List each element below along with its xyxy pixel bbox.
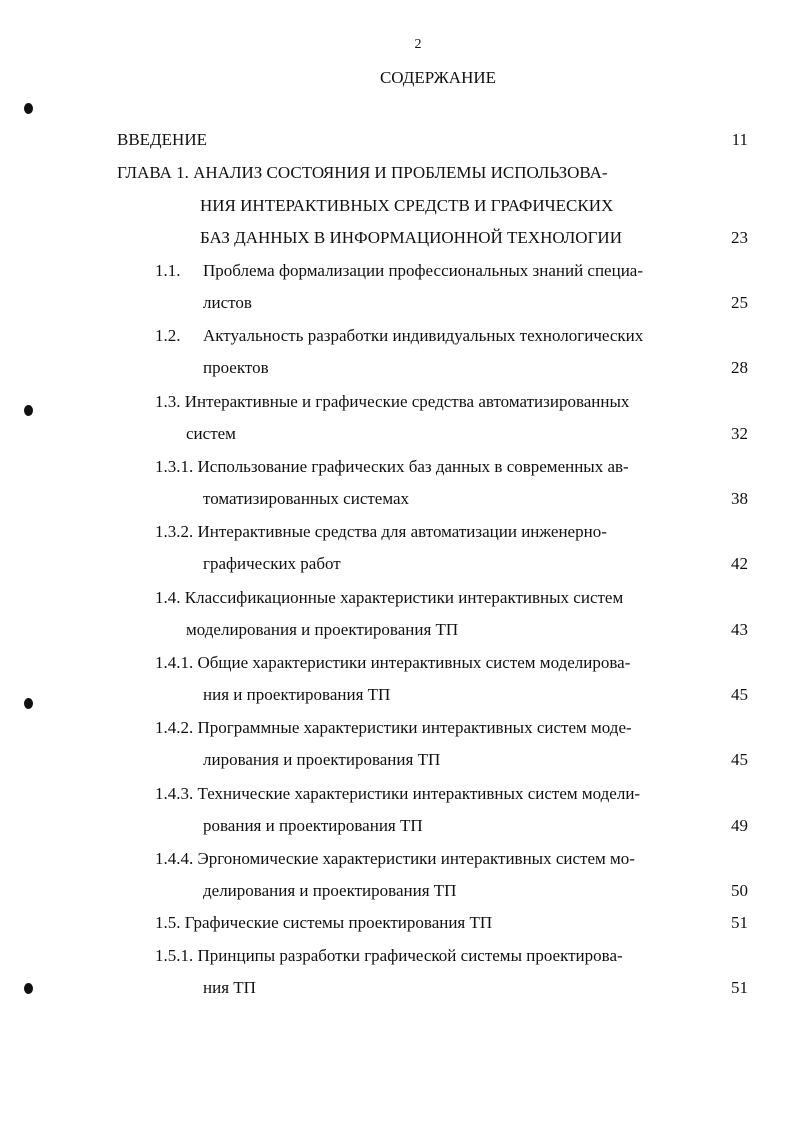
toc-entry-title: лирования и проектирования ТП [203, 750, 441, 769]
toc-entry-title: 1.5.1. Принципы разработки графической системы проектирова- [155, 946, 623, 965]
toc-entry-page: 49 [731, 816, 748, 835]
toc-entry-title: систем [186, 424, 236, 443]
toc-entry-title: листов [203, 293, 252, 312]
toc-entry-page: 51 [731, 978, 748, 997]
toc-entry-title: графических работ [203, 554, 341, 573]
toc-entry-title: 1.4.2. Программные характеристики интерактивных систем моде- [155, 718, 632, 737]
toc-entry-page: 45 [731, 685, 748, 704]
toc-entry-page: 38 [731, 489, 748, 508]
toc-entry-title: ния и проектирования ТП [203, 685, 391, 704]
toc-entry-title: ГЛАВА 1. АНАЛИЗ СОСТОЯНИЯ И ПРОБЛЕМЫ ИСПОЛЬЗОВА- [117, 163, 608, 182]
page-number: 2 [414, 37, 422, 52]
toc-entry-title: проектов [203, 358, 269, 377]
toc-entry-title: 1.3.1. Использование графических баз данных в современных ав- [155, 457, 629, 476]
punch-hole-mark [24, 103, 33, 114]
toc-entry-title: ния ТП [203, 978, 256, 997]
toc-entry-title: БАЗ ДАННЫХ В ИНФОРМАЦИОННОЙ ТЕХНОЛОГИИ [200, 228, 622, 247]
toc-entry-number: 1.2. [155, 326, 181, 345]
toc-entry-title: 1.3. Интерактивные и графические средства автоматизированных [155, 392, 630, 411]
toc-entry-page: 11 [731, 130, 748, 149]
page-title: СОДЕРЖАНИЕ [379, 68, 497, 87]
toc-entry-title: 1.4.1. Общие характеристики интерактивных систем моделирова- [155, 653, 631, 672]
toc-entry-title: моделирования и проектирования ТП [186, 620, 459, 639]
toc-entry-number: 1.1. [155, 261, 181, 280]
toc-entry-title: рования и проектирования ТП [203, 816, 423, 835]
toc-entry-title: 1.4.3. Технические характеристики интерактивных систем модели- [155, 784, 641, 803]
toc-entry-page: 51 [731, 913, 748, 932]
toc-entry-title: 1.5. Графические системы проектирования ТП [155, 913, 493, 932]
punch-hole-mark [24, 698, 33, 709]
toc-entry-page: 32 [731, 424, 748, 443]
punch-hole-mark [24, 405, 33, 416]
toc-entry-title: Актуальность разработки индивидуальных технологических [203, 326, 644, 345]
toc-entry-title: НИЯ ИНТЕРАКТИВНЫХ СРЕДСТВ И ГРАФИЧЕСКИХ [200, 196, 614, 215]
toc-entry-title: 1.4.4. Эргономические характеристики интерактивных систем мо- [155, 849, 635, 868]
toc-entry-title: томатизированных системах [203, 489, 410, 508]
toc-entry-title: делирования и проектирования ТП [203, 881, 457, 900]
toc-entry-page: 50 [731, 881, 748, 900]
toc-entry-title: Проблема формализации профессиональных знаний специа- [203, 261, 644, 280]
toc-entry-title: 1.4. Классификационные характеристики интерактивных систем [155, 588, 624, 607]
toc-entry-page: 28 [731, 358, 748, 377]
toc-entry-title: ВВЕДЕНИЕ [117, 130, 207, 149]
toc-entry-page: 42 [731, 554, 748, 573]
toc-entry-page: 43 [731, 620, 748, 639]
toc-entry-title: 1.3.2. Интерактивные средства для автоматизации инженерно- [155, 522, 607, 541]
punch-hole-mark [24, 983, 33, 994]
toc-entry-page: 23 [731, 228, 748, 247]
toc-entry-page: 25 [731, 293, 748, 312]
toc-entry-page: 45 [731, 750, 748, 769]
